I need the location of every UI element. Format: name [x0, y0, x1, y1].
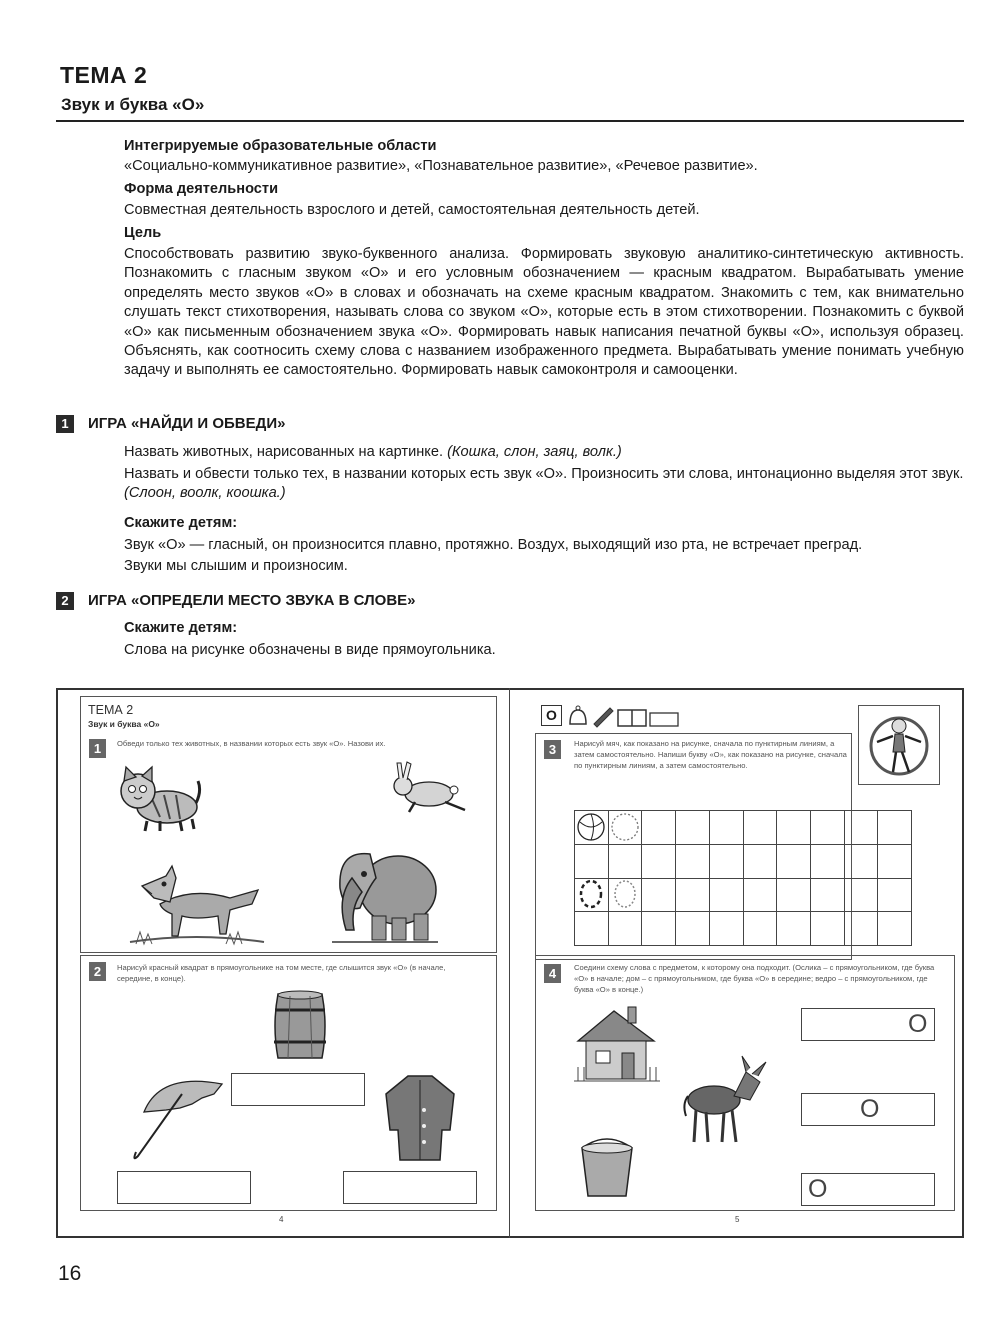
task-2-text: Нарисуй красный квадрат в прямоугольнике на том месте, где слышится звук «О» (в начале, середине, в конце).	[117, 963, 446, 983]
gymnast-picture-frame	[858, 705, 940, 785]
grid-cell[interactable]	[777, 912, 811, 946]
workbook-topic: ТЕМА 2	[88, 703, 134, 717]
pencil-icon	[594, 708, 613, 727]
task-1-number: 1	[89, 739, 106, 758]
grid-cell[interactable]	[878, 912, 912, 946]
task-4-text: Соедини схему слова с предметом, к которому она подходит. (Ослика – с прямоугольником, где буква «О» в начале; дом – с прямоугольником, где буква «О» в середине; ведро – с прямоугольником, где буква «О» в конце.)	[574, 963, 935, 994]
section-2-say-text: Слова на рисунке обозначены в виде прямоугольника.	[124, 642, 496, 658]
task-1-text: Обведи только тех животных, в названии которых есть звук «О». Назови их.	[117, 739, 386, 748]
scheme-letter-middle: О	[860, 1095, 880, 1123]
donkey-illustration[interactable]	[680, 1052, 772, 1144]
grid-cell[interactable]	[710, 811, 744, 845]
grid-cell[interactable]	[676, 845, 710, 879]
answer-box-barrel[interactable]	[231, 1073, 365, 1106]
task-3-number: 3	[544, 740, 561, 759]
goal-heading: Цель	[124, 225, 162, 241]
grid-cell[interactable]	[878, 879, 912, 913]
bucket-illustration[interactable]	[578, 1136, 636, 1200]
section-1-line1	[124, 443, 964, 462]
elephant-illustration[interactable]	[330, 838, 440, 948]
header-divider	[56, 120, 964, 122]
workbook-spine	[509, 688, 510, 1238]
grid-cell[interactable]	[642, 912, 676, 946]
section-1-line1-answer: (Кошка, слон, заяц, волк.)	[447, 444, 622, 460]
grid-cell[interactable]	[744, 912, 778, 946]
umbrella-illustration[interactable]	[130, 1072, 230, 1162]
section-1-number: 1	[56, 415, 74, 433]
grid-cell[interactable]	[744, 845, 778, 879]
section-1-say-text2: Звуки мы слышим и произносим.	[124, 558, 348, 574]
section-1-say-text1: Звук «О» — гласный, он произносится плавно, протяжно. Воздух, выходящий изо рта, не встречает преград.	[124, 537, 863, 553]
section-2-say-heading: Скажите детям:	[124, 620, 238, 636]
task-2-number: 2	[89, 962, 106, 981]
legend-icons	[566, 704, 681, 728]
workbook-page-5: 5	[735, 1215, 740, 1224]
areas-heading: Интегрируемые образовательные области	[124, 138, 437, 154]
rabbit-illustration[interactable]	[385, 760, 475, 820]
page-number: 16	[58, 1262, 82, 1285]
grid-cell[interactable]	[710, 912, 744, 946]
hoop-gymnast-icon	[859, 706, 939, 784]
grid-cell[interactable]	[845, 845, 879, 879]
section-1-line1-text: Назвать животных, нарисованных на картинке.	[124, 444, 443, 460]
ball-sample-icon	[578, 814, 604, 840]
grid-cell[interactable]	[811, 912, 845, 946]
task-4-number: 4	[544, 964, 561, 983]
grid-cell[interactable]	[710, 879, 744, 913]
goal-text: Способствовать развитию звуко-буквенного анализа. Формировать звуковую аналитико-синтетическую активность. Познакомить с гласным звуком «О» и его условным обозначением — красным квадратом. Вырабатывать умение определять место звуков «О» в словах и обозначать на схеме красным квадратом. Знакомить с тем, как внимательно слушать текст стихотворения, называть слова со звуком «О», которые есть в этом стихотворении. Познакомить с буквой «О» как письменным обозначением звука «О». Формировать навык написания печатной буквы «О», используя образец. Объяснять, как соотносить схему слова с названием изображенного предмета. Вырабатывать умение понимать учебную задачу и выполнять ее самостоятельно. Формировать навык самоконтроля и самооценки.	[124, 246, 964, 379]
grid-cell[interactable]	[845, 912, 879, 946]
grid-cell[interactable]	[811, 845, 845, 879]
scheme-letter-start: О	[808, 1175, 828, 1203]
grid-cell[interactable]	[676, 912, 710, 946]
bell-icon	[570, 706, 586, 724]
tracing-samples	[574, 810, 654, 910]
answer-box-coat[interactable]	[343, 1171, 477, 1204]
scheme-box-middle[interactable]	[801, 1093, 935, 1126]
section-1-title: ИГРА «НАЙДИ И ОБВЕДИ»	[88, 415, 286, 432]
grid-cell[interactable]	[744, 879, 778, 913]
legend-letter-o: О	[541, 705, 562, 726]
section-1-line2-text: Назвать и обвести только тех, в названии которых есть звук «О». Произносить эти слова, интонационно выделяя этот звук.	[124, 466, 964, 482]
answer-box-umbrella[interactable]	[117, 1171, 251, 1204]
cat-illustration[interactable]	[112, 765, 202, 835]
barrel-illustration[interactable]	[272, 990, 328, 1062]
section-1-line2-answer: (Слоон, воолк, коошка.)	[124, 485, 286, 502]
coat-illustration[interactable]	[380, 1070, 460, 1162]
grid-cell[interactable]	[744, 811, 778, 845]
section-2-title: ИГРА «ОПРЕДЕЛИ МЕСТО ЗВУКА В СЛОВЕ»	[88, 592, 416, 609]
areas-text: «Социально-коммуникативное развитие», «Познавательное развитие», «Речевое развитие».	[124, 158, 758, 174]
form-heading: Форма деятельности	[124, 181, 279, 197]
grid-cell[interactable]	[609, 912, 643, 946]
workbook-subtitle: Звук и буква «О»	[88, 719, 160, 729]
topic-title: ТЕМА 2	[60, 62, 148, 88]
workbook-page-4: 4	[279, 1215, 284, 1224]
grid-cell[interactable]	[811, 879, 845, 913]
grid-cell[interactable]	[845, 879, 879, 913]
section-2-number: 2	[56, 592, 74, 610]
grid-cell[interactable]	[710, 845, 744, 879]
grid-cell[interactable]	[845, 811, 879, 845]
letter-o-dashed-icon	[581, 881, 601, 907]
book-icon	[618, 710, 646, 726]
grid-cell[interactable]	[811, 811, 845, 845]
scheme-box-end[interactable]	[801, 1008, 935, 1041]
grid-cell[interactable]	[878, 811, 912, 845]
house-illustration[interactable]	[574, 1005, 660, 1085]
section-1-say-heading: Скажите детям:	[124, 515, 238, 531]
task-3-text: Нарисуй мяч, как показано на рисунке, сначала по пунктирным линиям, а затем самостоятельно. Напиши букву «О», как показано на рисунке, сначала по пунктирным линиям, а затем самостоятельно.	[574, 739, 847, 770]
scheme-letter-end: О	[908, 1010, 928, 1038]
section-1-line2	[124, 465, 964, 504]
grid-cell[interactable]	[676, 879, 710, 913]
ball-dotted-icon	[612, 814, 638, 840]
scheme-box-start[interactable]	[801, 1173, 935, 1206]
grid-cell[interactable]	[777, 845, 811, 879]
grid-cell[interactable]	[878, 845, 912, 879]
rectangle-icon	[650, 713, 678, 726]
form-text: Совместная деятельность взрослого и детей, самостоятельная деятельность детей.	[124, 202, 700, 218]
grid-cell[interactable]	[777, 879, 811, 913]
wolf-illustration[interactable]	[126, 862, 266, 947]
grid-cell[interactable]	[676, 811, 710, 845]
topic-subtitle: Звук и буква «О»	[61, 95, 205, 114]
grid-cell[interactable]	[777, 811, 811, 845]
letter-o-dotted-icon	[615, 881, 635, 907]
grid-cell[interactable]	[575, 912, 609, 946]
